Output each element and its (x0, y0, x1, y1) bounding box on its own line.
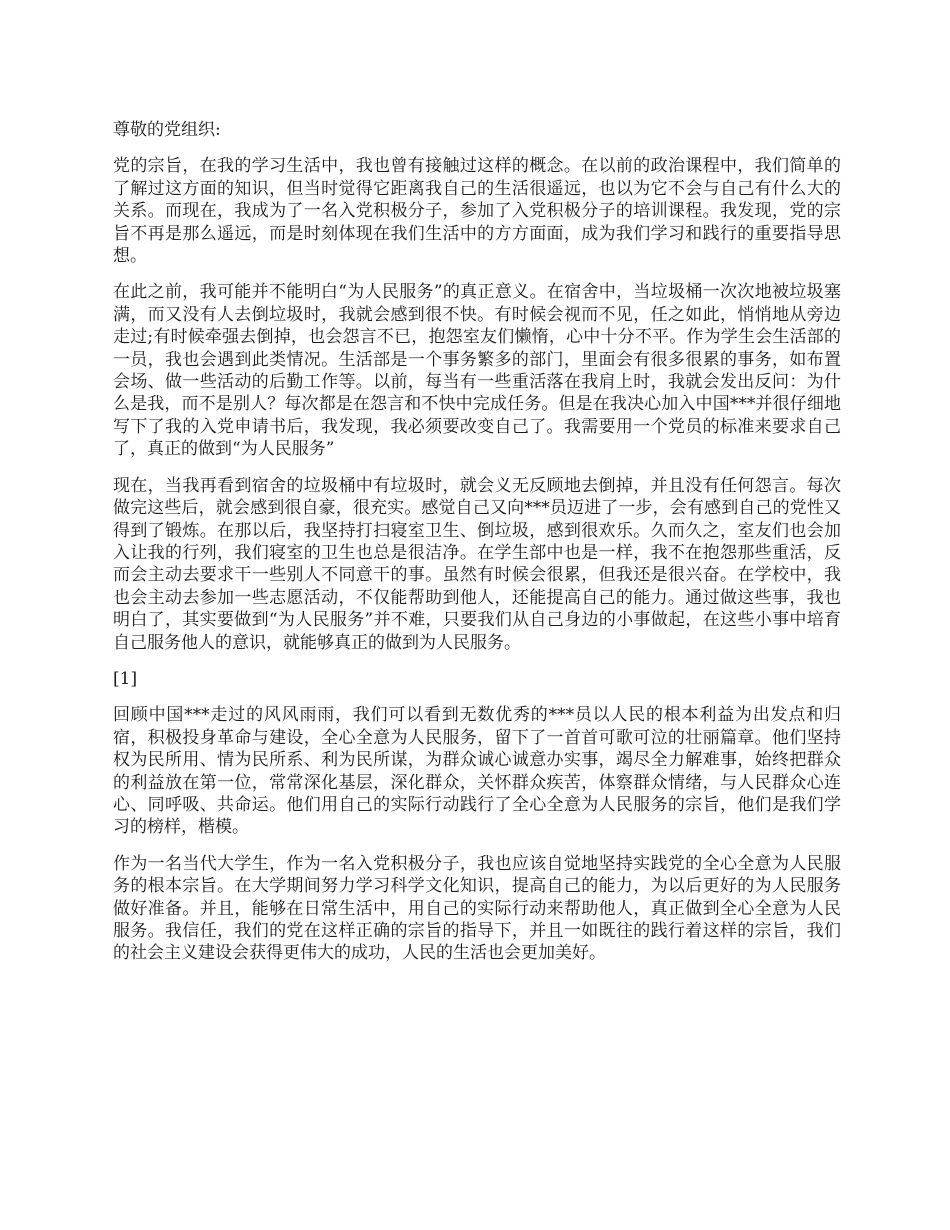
salutation: 尊敬的党组织: (113, 120, 221, 140)
paragraph-4: 回顾中国***走过的风风雨雨，我们可以看到无数优秀的***员以人民的根本利益为出发点和归宿，积极投身革命与建设，全心全意为人民服务，留下了一首首可歌可泣的壮丽篇章。他们坚持权为民所用、情为民所系、利为民所谋，为群众诚心诚意办实事，竭尽全力解难事，始终把群众的利益放在第一位，常常深化基层，深化群众，关怀群众疾苦，体察群众情绪，与人民群众心连心、同呼吸、共命运。他们用自己的实际行动践行了全心全意为人民服务的宗旨，他们是我们学习的榜样，楷模。 (113, 705, 841, 838)
paragraph-2: 在此之前，我可能并不能明白“为人民服务”的真正意义。在宿舍中，当垃圾桶一次次地被垃圾塞满，而又没有人去倒垃圾时，我就会感到很不快。有时候会视而不见，任之如此，悄悄地从旁边走过;有时候牵强去倒掉，也会怨言不已，抱怨室友们懒惰，心中十分不平。作为学生会生活部的一员，我也会遇到此类情况。生活部是一个事务繁多的部门，里面会有很多很累的事务，如布置会场、做一些活动的后勤工作等。以前，每当有一些重活落在我肩上时，我就会发出反问：为什么是我，而不是别人？每次都是在怨言和不快中完成任务。但是在我决心加入中国***并很仔细地写下了我的入党申请书后，我发现，我必须要改变自己了。我需要用一个党员的标准来要求自己了，真正的做到“为人民服务” (113, 282, 841, 460)
paragraph-5: 作为一名当代大学生，作为一名入党积极分子，我也应该自觉地坚持实践党的全心全意为人民服务的根本宗旨。在大学期间努力学习科学文化知识，提高自己的能力，为以后更好的为人民服务做好准备。并且，能够在日常生活中，用自己的实际行动来帮助他人，真正做到全心全意为人民服务。我信任，我们的党在这样正确的宗旨的指导下，并且一如既往的践行着这样的宗旨，我们的社会主义建设会获得更伟大的成功，人民的生活也会更加美好。 (113, 853, 841, 964)
paragraph-1: 党的宗旨，在我的学习生活中，我也曾有接触过这样的概念。在以前的政治课程中，我们简单的了解过这方面的知识，但当时觉得它距离我自己的生活很遥远，也以为它不会与自己有什么大的关系。而现在，我成为了一名入党积极分子，参加了入党积极分子的培训课程。我发现，党的宗旨不再是那么遥远，而是时刻体现在我们生活中的方方面面，成为我们学习和践行的重要指导思想。 (113, 156, 841, 267)
document-body (113, 119, 841, 979)
paragraph-3: 现在，当我再看到宿舍的垃圾桶中有垃圾时，就会义无反顾地去倒掉，并且没有任何怨言。每次做完这些后，就会感到很自豪，很充实。感觉自己又向***员迈进了一步，会有感到自己的党性又得到了锻炼。在那以后，我坚持打扫寝室卫生、倒垃圾，感到很欢乐。久而久之，室友们也会加入让我的行列，我们寝室的卫生也总是很洁净。在学生部中也是一样，我不在抱怨那些重活，反而会主动去要求干一些别人不同意干的事。虽然有时候会很累，但我还是很兴奋。在学校中，我也会主动去参加一些志愿活动，不仅能帮助到他人，还能提高自己的能力。通过做这些事，我也明白了，其实要做到“为人民服务”并不难，只要我们从自己身边的小事做起，在这些小事中培育自己服务他人的意识，就能够真正的做到为人民服务。 (113, 475, 841, 653)
footnote-marker: [1] (113, 668, 138, 689)
